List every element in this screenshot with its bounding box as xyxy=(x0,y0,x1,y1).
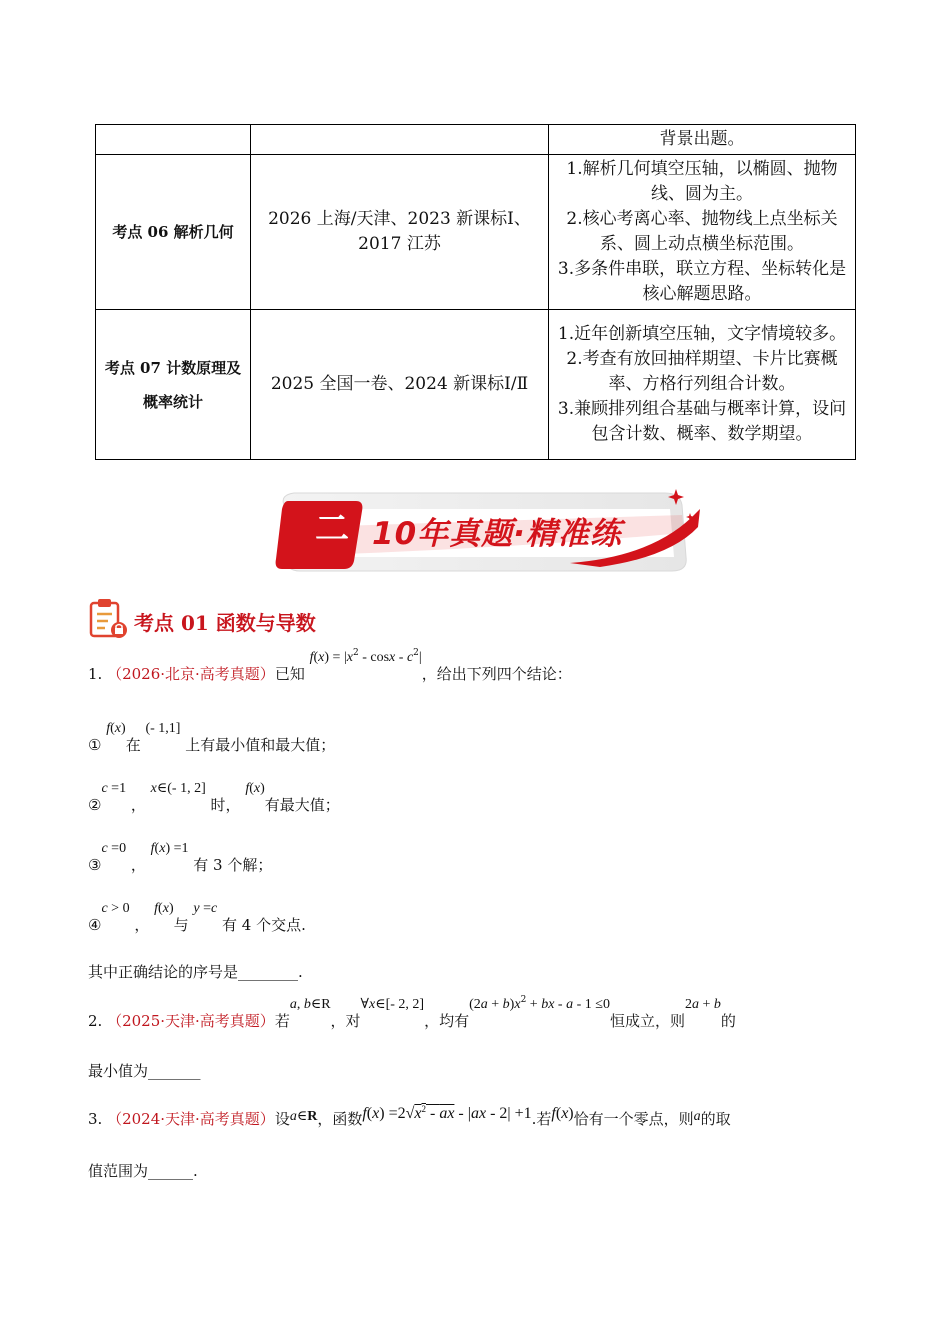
formula-part: | xyxy=(418,650,422,665)
formula-part: - xyxy=(395,650,407,665)
conclusion-marker: ② xyxy=(88,796,102,814)
topic-cell: 考点 07 计数原理及概率统计 xyxy=(96,310,251,460)
formula-y-eq-c: y =c xyxy=(193,901,218,916)
question-1 xyxy=(88,648,572,684)
question-text: 的 xyxy=(720,1012,736,1030)
conclusion-text: ， xyxy=(134,916,150,934)
formula-fx: f(x) xyxy=(106,721,126,736)
formula-fx: f(x) xyxy=(154,901,174,916)
conclusion-text: ， xyxy=(130,856,146,874)
table-cell-text: 背景出题。 xyxy=(659,129,745,149)
conclusion-4 xyxy=(88,901,306,935)
question-text: 恰有一个零点，则 xyxy=(573,1110,694,1128)
conclusion-text: 上有最小值和最大值； xyxy=(185,736,336,754)
formula-part: c xyxy=(406,650,414,665)
table-row xyxy=(96,155,856,310)
conclusion-marker: ③ xyxy=(88,856,102,874)
question-text: ，均有 xyxy=(424,1012,470,1030)
question-2 xyxy=(88,995,736,1031)
formula-part: x xyxy=(318,650,325,665)
question-source: （2024·天津·高考真题） xyxy=(107,1110,275,1128)
table-cell xyxy=(251,125,549,155)
conclusion-text: 时， xyxy=(210,796,241,814)
formula-forall-x: ∀x∈[- 2, 2] xyxy=(360,997,425,1012)
conclusion-text: ， xyxy=(130,796,146,814)
table-cell xyxy=(96,125,251,155)
conclusion-marker: ① xyxy=(88,736,102,754)
topic-cell: 考点 06 解析几何 xyxy=(96,155,251,310)
formula-fx-definition: f xyxy=(309,650,314,665)
question-text: ，给出下列四个结论： xyxy=(421,665,572,683)
question-text: 已知 xyxy=(274,665,305,683)
question-text: 的取 xyxy=(700,1110,731,1128)
formula-c-eq-0: c =0 xyxy=(101,841,127,856)
analysis-cell xyxy=(549,155,856,310)
years-cell: 2026 上海/天津、2023 新课标Ⅰ、2017 江苏 xyxy=(251,155,549,310)
formula-interval: (- 1,1] xyxy=(145,721,181,736)
formula-c-eq-1: c =1 xyxy=(101,781,127,796)
conclusion-text: 有 3 个解； xyxy=(193,856,273,874)
question-3 xyxy=(88,1104,731,1129)
formula-inequality: $(2a + b)x^2$ + bx - a - 1 ≤0 xyxy=(469,995,610,1012)
conclusion-2 xyxy=(88,781,340,815)
analysis-line: 1.解析几何填空压轴，以椭圆、抛物线、圆为主。 xyxy=(566,159,838,204)
formula-part: x xyxy=(389,650,396,665)
question-text: ，函数 xyxy=(317,1110,363,1128)
formula-part: 2 xyxy=(352,648,359,658)
banner-title: 10年真题·精准练 xyxy=(372,516,622,552)
formula-a: a xyxy=(693,1109,701,1124)
analysis-line: 3.兼顾排列组合基础与概率计算，设问包含计数、概率、数学期望。 xyxy=(557,399,847,444)
formula-part: ( xyxy=(313,650,319,665)
conclusion-text: 有最大值； xyxy=(264,796,340,814)
banner-number: 二 xyxy=(315,509,349,549)
question-source: （2025·天津·高考真题） xyxy=(107,1012,275,1030)
formula-c-gt-0: c > 0 xyxy=(101,901,130,916)
table-cell xyxy=(549,125,856,155)
question-number: 3. xyxy=(88,1110,103,1128)
formula-part: ) = | xyxy=(324,650,347,665)
formula-fx-eq-1: f(x) =1 xyxy=(150,841,189,856)
conclusion-marker: ④ xyxy=(88,916,102,934)
analysis-line: 2.考查有放回抽样期望、卡片比赛概率、方格行列组合计数。 xyxy=(566,349,838,394)
formula-part: x xyxy=(346,650,353,665)
analysis-line: 1.近年创新填空压轴，文字情境较多。 xyxy=(557,324,847,344)
conclusion-text: 在 xyxy=(125,736,141,754)
formula-2a-plus-b: 2a + b xyxy=(684,997,721,1012)
formula-a-in-r: a∈R xyxy=(289,1109,318,1124)
table-row xyxy=(96,310,856,460)
question-source: （2026·北京·高考真题） xyxy=(107,665,275,683)
question-text: 若 xyxy=(274,1012,290,1030)
question-text: .若 xyxy=(531,1110,552,1128)
analysis-line: 3.多条件串联，联立方程、坐标转化是核心解题思路。 xyxy=(557,259,847,304)
question-2-line2: 最小值为_______ xyxy=(88,1062,201,1080)
question-3-line2: 值范围为______. xyxy=(88,1162,198,1180)
conclusion-3 xyxy=(88,841,273,875)
formula-ab-in-r: a, b∈R xyxy=(289,997,331,1012)
analysis-line: 2.核心考离心率、抛物线上点坐标关系、圆上动点横坐标范围。 xyxy=(566,209,838,254)
clipboard-icon xyxy=(88,597,128,639)
question-text: 恒成立，则 xyxy=(609,1012,685,1030)
conclusion-text: 与 xyxy=(173,916,189,934)
question-text: ，对 xyxy=(330,1012,361,1030)
exam-point-table xyxy=(95,124,856,460)
question-1-ask: 其中正确结论的序号是________. xyxy=(88,963,303,981)
question-number: 1. xyxy=(88,665,103,683)
section-banner xyxy=(270,487,710,579)
formula-part: 2 xyxy=(413,648,419,658)
section-title: 考点 01 函数与导数 xyxy=(134,611,316,635)
formula-fx: f(x) xyxy=(245,781,265,796)
table-row xyxy=(96,125,856,155)
question-number: 2. xyxy=(88,1012,103,1030)
formula-fx: f(x) xyxy=(551,1105,574,1122)
formula-part: - cos xyxy=(358,650,390,665)
conclusion-1 xyxy=(88,721,336,755)
question-text: 设 xyxy=(274,1110,290,1128)
formula-x-range: x∈(- 1, 2] xyxy=(150,781,206,796)
formula-fx-sqrt: $f(x) =2√x^2$ - ax - |ax - 2| +1 xyxy=(362,1104,532,1122)
years-cell: 2025 全国一卷、2024 新课标Ⅰ/Ⅱ xyxy=(251,310,549,460)
conclusion-text: 有 4 个交点. xyxy=(222,916,306,934)
analysis-cell xyxy=(549,310,856,460)
